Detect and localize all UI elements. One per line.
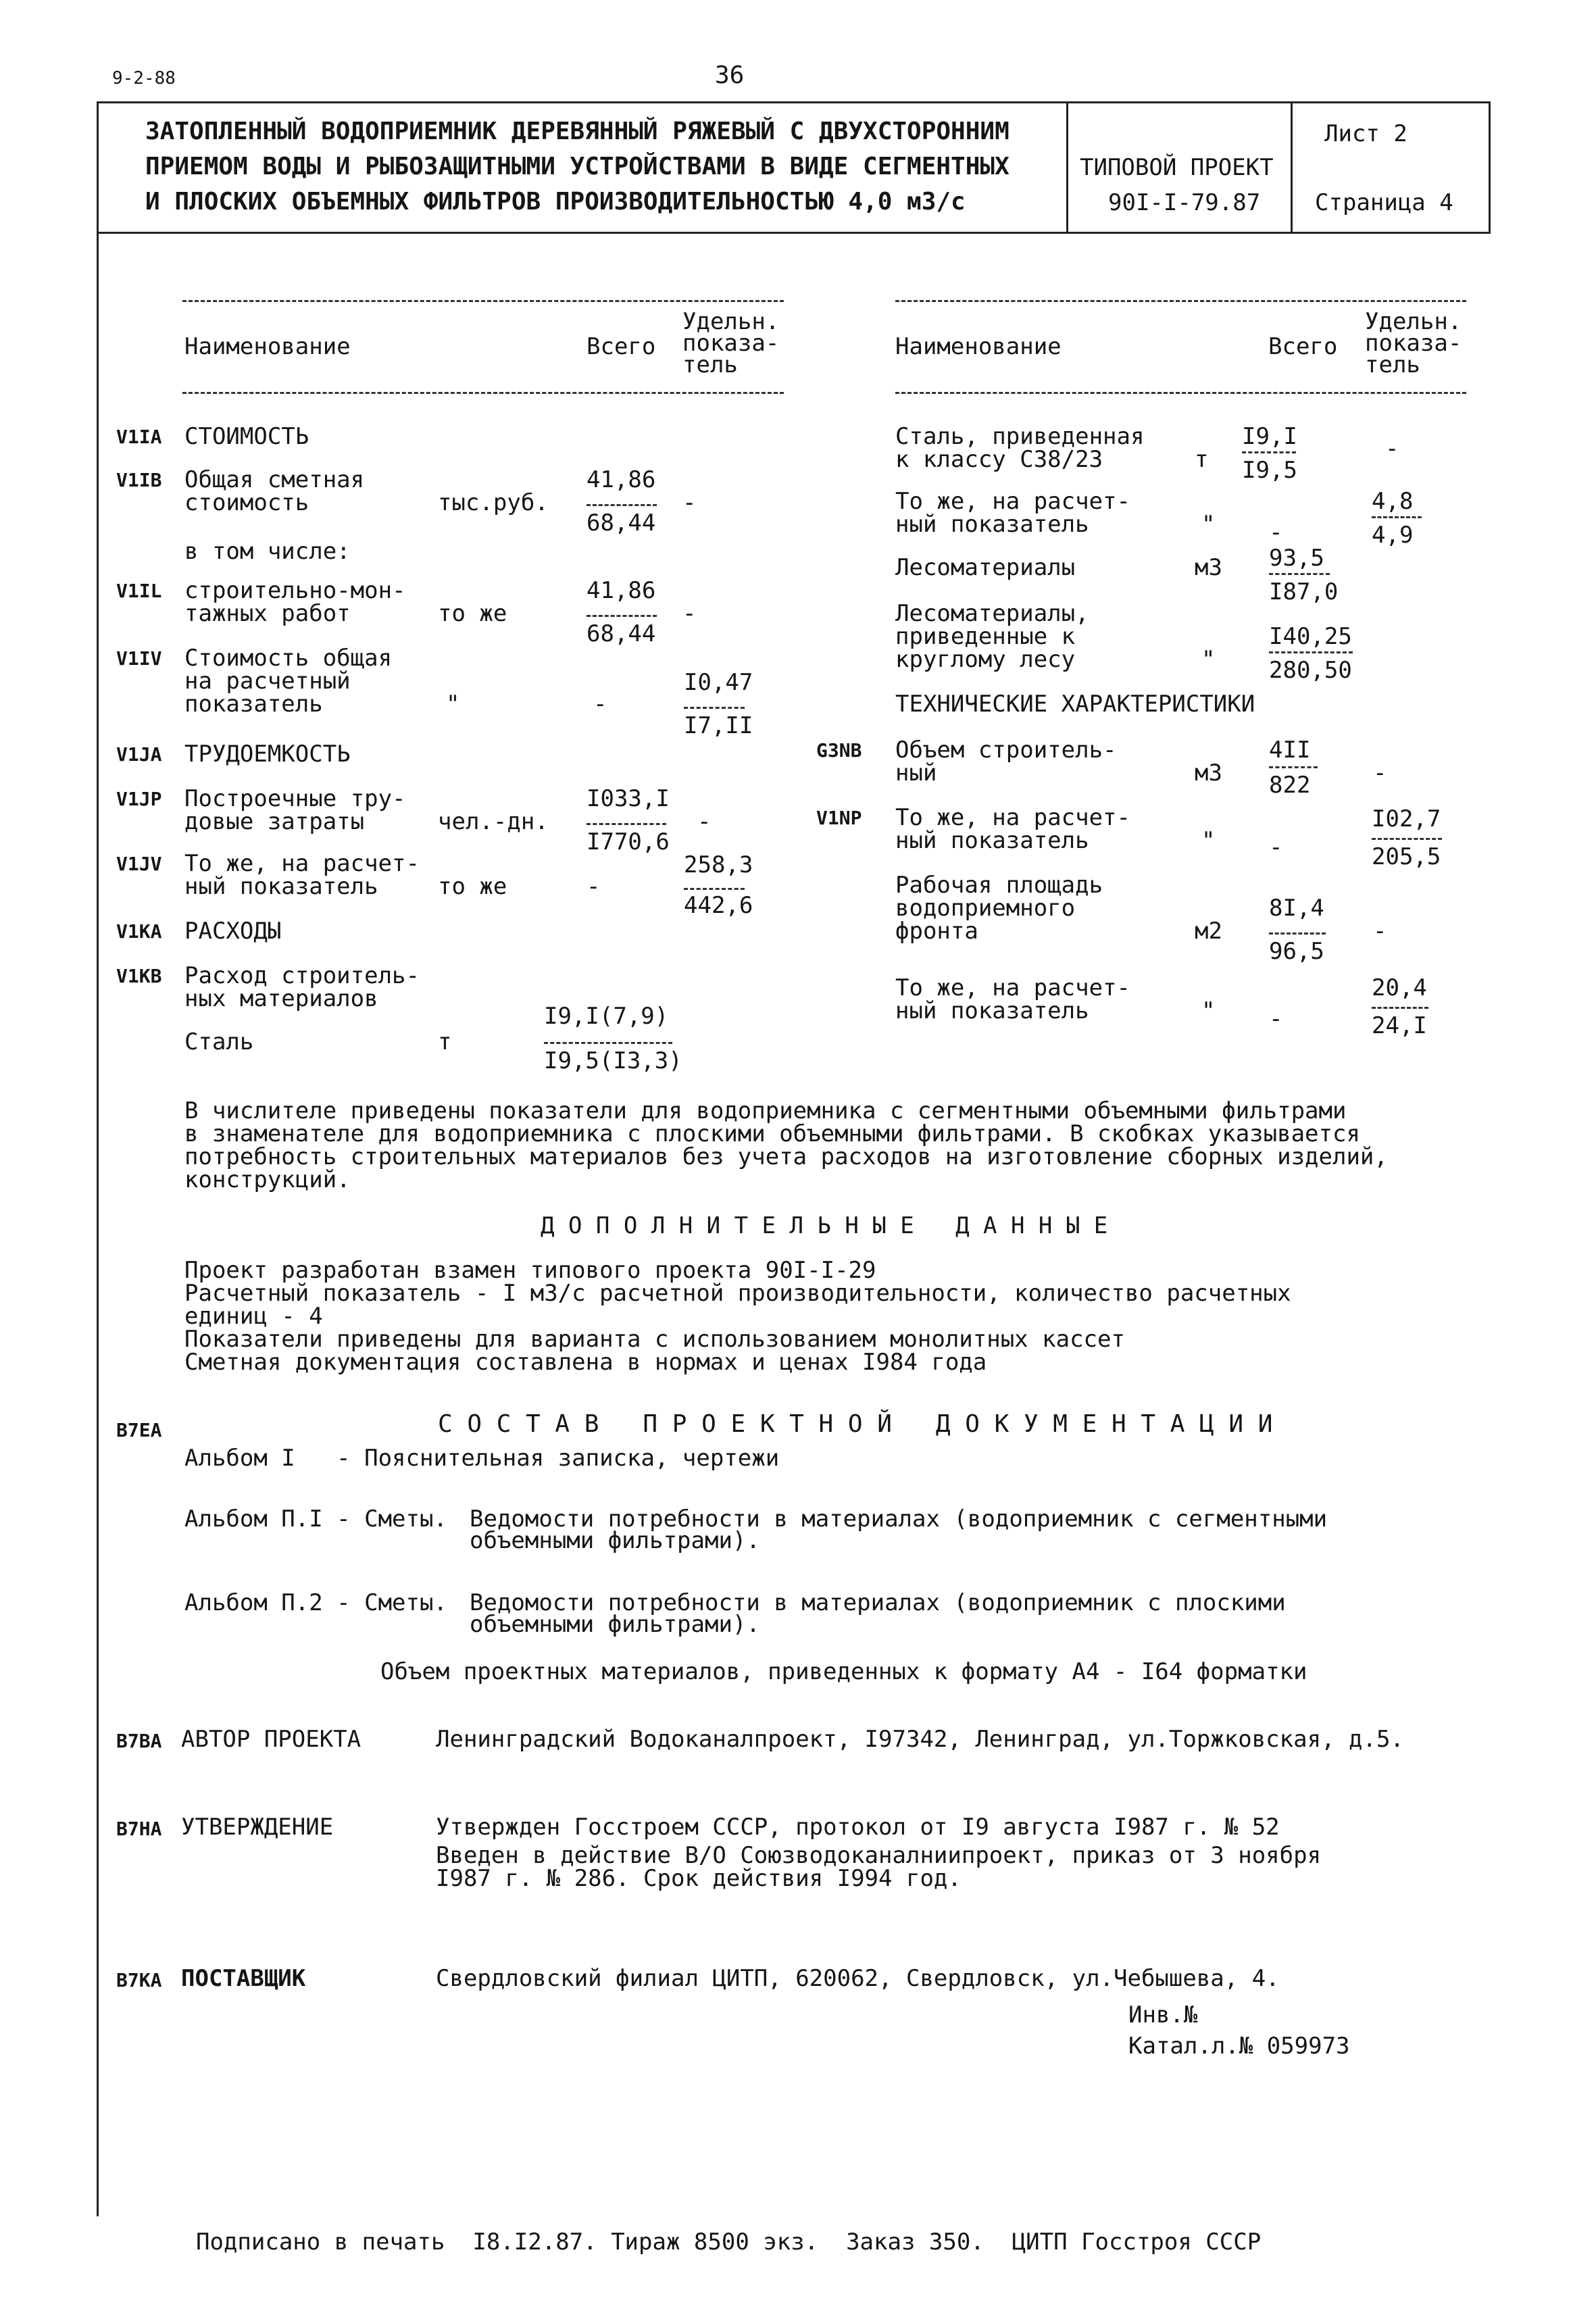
album-3: Ведомости потребности в материалах (водоприемник с плоскими bbox=[470, 1589, 1286, 1616]
code: V1IA bbox=[116, 426, 162, 448]
code: B7EA bbox=[116, 1419, 162, 1441]
volume-note: Объем проектных материалов, приведенных к формату А4 - I64 форматки bbox=[380, 1658, 1307, 1685]
approval-line-1: Утвержден Госстроем СССР, протокол от I9 августа I987 г. № 52 bbox=[436, 1814, 1280, 1841]
code: V1KA bbox=[116, 920, 162, 943]
code: B7HA bbox=[116, 1818, 162, 1840]
code: V1JV bbox=[116, 853, 162, 875]
row-steel-reduced: Сталь, приведенная bbox=[895, 423, 1145, 450]
row-cost: СТОИМОСТЬ bbox=[184, 423, 309, 450]
inventory-number: Инв.№ bbox=[1128, 2001, 1198, 2028]
row-timber: Лесоматериалы bbox=[895, 554, 1076, 581]
col-name: Наименование bbox=[895, 333, 1062, 360]
col-spec: Удельн. bbox=[682, 308, 780, 335]
code: V1IV bbox=[116, 647, 162, 670]
row-materials: Расход строитель- bbox=[184, 962, 420, 989]
row-volume: Объем строитель- bbox=[895, 737, 1117, 764]
project-number: 90I-I-79.87 bbox=[1108, 189, 1261, 216]
title-line-1: ЗАТОПЛЕННЫЙ ВОДОПРИЕМНИК ДЕРЕВЯННЫЙ РЯЖЕВЫЙ С ДВУХСТОРОННИМ bbox=[145, 118, 1009, 145]
row-timber-reduced: Лесоматериалы, bbox=[895, 600, 1089, 627]
unit: тыс.руб. bbox=[438, 489, 549, 516]
supplier-label: ПОСТАВЩИК bbox=[181, 1965, 306, 1992]
author-text: Ленинградский Водоканалпроект, I97342, Ленинград, ул.Торжковская, д.5. bbox=[436, 1726, 1404, 1753]
col-total: Всего bbox=[587, 333, 656, 360]
code: G3NB bbox=[816, 739, 862, 762]
supplier-text: Свердловский филиал ЦИТП, 620062, Свердловск, ул.Чебышева, 4. bbox=[436, 1965, 1280, 1992]
approval-line-3: I987 г. № 286. Срок действия I994 год. bbox=[436, 1865, 962, 1892]
code: B7BA bbox=[116, 1730, 162, 1752]
album-2-label: Альбом П.I - Сметы. bbox=[184, 1505, 447, 1533]
project-label: ТИПОВОЙ ПРОЕКТ bbox=[1080, 154, 1274, 181]
title-line-3: И ПЛОСКИХ ОБЪЕМНЫХ ФИЛЬТРОВ ПРОИЗВОДИТЕЛЬНОСТЬЮ 4,0 м3/с bbox=[145, 188, 966, 216]
row-build-labor: Построечные тру- bbox=[184, 785, 406, 812]
row-calc-cost: Стоимость общая bbox=[184, 645, 393, 672]
approval-line-2: Введен в действие В/О Союзводоканалниипроект, приказ от 3 ноября bbox=[436, 1842, 1322, 1869]
code: V1NP bbox=[816, 807, 862, 829]
row-work-area: Рабочая площадь bbox=[895, 872, 1103, 899]
album-2: Ведомости потребности в материалах (водоприемник с сегментными bbox=[470, 1505, 1328, 1533]
numerator: 41,86 bbox=[587, 466, 656, 493]
title-line-2: ПРИЕМОМ ВОДЫ И РЫБОЗАЩИТНЫМИ УСТРОЙСТВАМИ В ВИДЕ СЕГМЕНТНЫХ bbox=[145, 153, 1009, 180]
row-total-cost: Общая сметная bbox=[184, 466, 365, 493]
row-area-calc: То же, на расчет- bbox=[895, 974, 1130, 1001]
code: V1JP bbox=[116, 788, 162, 810]
incl: в том числе: bbox=[184, 538, 351, 565]
denominator: 68,44 bbox=[587, 509, 656, 537]
code: B7KA bbox=[116, 1969, 162, 1991]
col-spec: Удельн. bbox=[1365, 308, 1462, 335]
code: V1KB bbox=[116, 965, 162, 987]
row-cmr: строительно-мон- bbox=[184, 577, 406, 604]
tech-heading: ТЕХНИЧЕСКИЕ ХАРАКТЕРИСТИКИ bbox=[895, 691, 1255, 718]
page-label: Страница 4 bbox=[1315, 189, 1453, 216]
row-labor: ТРУДОЕМКОСТЬ bbox=[184, 741, 351, 768]
row-steel-calc: То же, на расчет- bbox=[895, 488, 1130, 515]
code: V1JA bbox=[116, 743, 162, 766]
footer-imprint: Подписано в печать I8.I2.87. Тираж 8500 экз. Заказ 350. ЦИТП Госстроя СССР bbox=[196, 2229, 1262, 2256]
sheet-label: Лист 2 bbox=[1324, 120, 1407, 147]
approval-label: УТВЕРЖДЕНИЕ bbox=[181, 1814, 334, 1841]
row-labor-calc: То же, на расчет- bbox=[184, 850, 420, 877]
row-steel: Сталь bbox=[184, 1028, 254, 1055]
composition-heading: С О С Т А В П Р О Е К Т Н О Й Д О К У М Е Н Т А Ц И И bbox=[438, 1410, 1273, 1438]
author-label: АВТОР ПРОЕКТА bbox=[181, 1726, 361, 1753]
col-name: Наименование bbox=[184, 333, 351, 360]
row-expenses: РАСХОДЫ bbox=[184, 918, 282, 945]
album-1: Альбом I - Пояснительная записка, чертежи bbox=[184, 1445, 780, 1472]
col-total: Всего bbox=[1268, 333, 1338, 360]
row-volume-calc: То же, на расчет- bbox=[895, 804, 1130, 831]
additional-heading: Д О П О Л Н И Т Е Л Ь Н Ы Е Д А Н Н Ы Е bbox=[541, 1212, 1108, 1239]
code: V1IL bbox=[116, 580, 162, 602]
album-3-label: Альбом П.2 - Сметы. bbox=[184, 1589, 447, 1616]
code: V1IB bbox=[116, 469, 162, 491]
page-number: 36 bbox=[715, 61, 745, 89]
catalog-number: Катал.л.№ 059973 bbox=[1128, 2033, 1350, 2060]
doc-code: 9-2-88 bbox=[112, 68, 176, 89]
